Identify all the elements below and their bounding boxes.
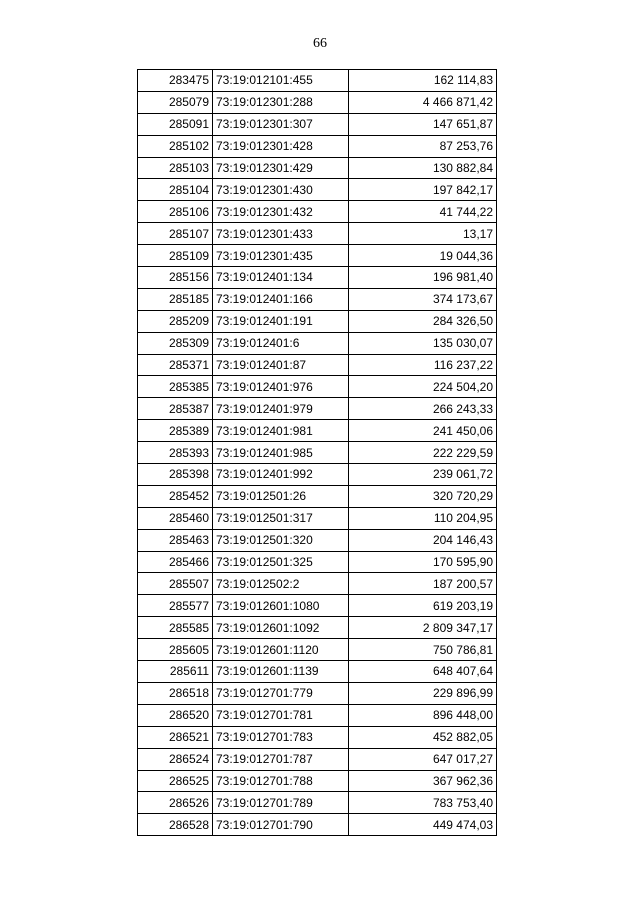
table-row <box>138 464 497 486</box>
cadastral-number-cell: 73:19:012701:783 <box>213 726 349 748</box>
row-number-cell: 286525 <box>138 770 213 792</box>
table-row <box>138 507 497 529</box>
table-row <box>138 179 497 201</box>
value-cell: 170 595,90 <box>349 551 497 573</box>
value-cell: 239 061,72 <box>349 464 497 486</box>
cadastral-number-cell: 73:19:012701:781 <box>213 704 349 726</box>
row-number-cell: 285109 <box>138 245 213 267</box>
table-row <box>138 485 497 507</box>
cadastral-number-cell: 73:19:012601:1092 <box>213 617 349 639</box>
table-row <box>138 529 497 551</box>
cadastral-number-cell: 73:19:012501:317 <box>213 507 349 529</box>
cadastral-number-cell: 73:19:012301:307 <box>213 113 349 135</box>
row-number-cell: 286526 <box>138 792 213 814</box>
cadastral-number-cell: 73:19:012601:1080 <box>213 595 349 617</box>
cadastral-number-cell: 73:19:012501:320 <box>213 529 349 551</box>
table-row <box>138 157 497 179</box>
table-row <box>138 310 497 332</box>
cadastral-number-cell: 73:19:012401:166 <box>213 288 349 310</box>
value-cell: 374 173,67 <box>349 288 497 310</box>
table-body <box>138 70 497 836</box>
row-number-cell: 285585 <box>138 617 213 639</box>
row-number-cell: 285507 <box>138 573 213 595</box>
table-row <box>138 770 497 792</box>
value-cell: 87 253,76 <box>349 135 497 157</box>
table-row <box>138 332 497 354</box>
row-number-cell: 285309 <box>138 332 213 354</box>
value-cell: 229 896,99 <box>349 682 497 704</box>
row-number-cell: 285463 <box>138 529 213 551</box>
row-number-cell: 285102 <box>138 135 213 157</box>
table-row <box>138 245 497 267</box>
row-number-cell: 285385 <box>138 376 213 398</box>
row-number-cell: 285611 <box>138 661 213 683</box>
row-number-cell: 286528 <box>138 814 213 836</box>
table-row <box>138 573 497 595</box>
row-number-cell: 285605 <box>138 639 213 661</box>
value-cell: 320 720,29 <box>349 485 497 507</box>
table-row <box>138 792 497 814</box>
table-row <box>138 617 497 639</box>
value-cell: 896 448,00 <box>349 704 497 726</box>
value-cell: 110 204,95 <box>349 507 497 529</box>
table-row <box>138 223 497 245</box>
row-number-cell: 285387 <box>138 398 213 420</box>
cadastral-number-cell: 73:19:012701:789 <box>213 792 349 814</box>
value-cell: 241 450,06 <box>349 420 497 442</box>
cadastral-number-cell: 73:19:012401:992 <box>213 464 349 486</box>
table-row <box>138 267 497 289</box>
value-cell: 204 146,43 <box>349 529 497 551</box>
table-row <box>138 661 497 683</box>
value-cell: 116 237,22 <box>349 354 497 376</box>
value-cell: 135 030,07 <box>349 332 497 354</box>
table-row <box>138 595 497 617</box>
table-row <box>138 91 497 113</box>
table-row <box>138 442 497 464</box>
value-cell: 147 651,87 <box>349 113 497 135</box>
table-row <box>138 113 497 135</box>
value-cell: 783 753,40 <box>349 792 497 814</box>
cadastral-number-cell: 73:19:012301:430 <box>213 179 349 201</box>
cadastral-number-cell: 73:19:012601:1120 <box>213 639 349 661</box>
value-cell: 750 786,81 <box>349 639 497 661</box>
value-cell: 452 882,05 <box>349 726 497 748</box>
row-number-cell: 285398 <box>138 464 213 486</box>
row-number-cell: 286520 <box>138 704 213 726</box>
value-cell: 41 744,22 <box>349 201 497 223</box>
table-row <box>138 814 497 836</box>
value-cell: 2 809 347,17 <box>349 617 497 639</box>
table-row <box>138 201 497 223</box>
cadastral-number-cell: 73:19:012301:429 <box>213 157 349 179</box>
row-number-cell: 285466 <box>138 551 213 573</box>
row-number-cell: 286521 <box>138 726 213 748</box>
table-row <box>138 398 497 420</box>
row-number-cell: 285103 <box>138 157 213 179</box>
cadastral-number-cell: 73:19:012501:26 <box>213 485 349 507</box>
value-cell: 187 200,57 <box>349 573 497 595</box>
value-cell: 13,17 <box>349 223 497 245</box>
row-number-cell: 285393 <box>138 442 213 464</box>
value-cell: 266 243,33 <box>349 398 497 420</box>
table-row <box>138 639 497 661</box>
cadastral-number-cell: 73:19:012301:432 <box>213 201 349 223</box>
value-cell: 224 504,20 <box>349 376 497 398</box>
row-number-cell: 286518 <box>138 682 213 704</box>
cadastral-number-cell: 73:19:012301:428 <box>213 135 349 157</box>
row-number-cell: 285460 <box>138 507 213 529</box>
cadastral-number-cell: 73:19:012502:2 <box>213 573 349 595</box>
value-cell: 284 326,50 <box>349 310 497 332</box>
row-number-cell: 286524 <box>138 748 213 770</box>
cadastral-number-cell: 73:19:012301:288 <box>213 91 349 113</box>
cadastral-number-cell: 73:19:012701:790 <box>213 814 349 836</box>
value-cell: 19 044,36 <box>349 245 497 267</box>
value-cell: 197 842,17 <box>349 179 497 201</box>
cadastral-number-cell: 73:19:012301:435 <box>213 245 349 267</box>
table-row <box>138 70 497 92</box>
cadastral-number-cell: 73:19:012401:191 <box>213 310 349 332</box>
cadastral-number-cell: 73:19:012301:433 <box>213 223 349 245</box>
table-row <box>138 420 497 442</box>
row-number-cell: 285209 <box>138 310 213 332</box>
row-number-cell: 285389 <box>138 420 213 442</box>
cadastral-number-cell: 73:19:012701:788 <box>213 770 349 792</box>
cadastral-number-cell: 73:19:012501:325 <box>213 551 349 573</box>
row-number-cell: 285577 <box>138 595 213 617</box>
cadastral-number-cell: 73:19:012401:6 <box>213 332 349 354</box>
table-row <box>138 551 497 573</box>
table-row <box>138 704 497 726</box>
table-row <box>138 135 497 157</box>
row-number-cell: 285452 <box>138 485 213 507</box>
cadastral-value-table <box>137 69 497 836</box>
row-number-cell: 285156 <box>138 267 213 289</box>
cadastral-number-cell: 73:19:012601:1139 <box>213 661 349 683</box>
value-cell: 648 407,64 <box>349 661 497 683</box>
row-number-cell: 285107 <box>138 223 213 245</box>
cadastral-number-cell: 73:19:012401:979 <box>213 398 349 420</box>
row-number-cell: 285079 <box>138 91 213 113</box>
row-number-cell: 285185 <box>138 288 213 310</box>
table-row <box>138 748 497 770</box>
cadastral-number-cell: 73:19:012101:455 <box>213 70 349 92</box>
value-cell: 449 474,03 <box>349 814 497 836</box>
table-row <box>138 682 497 704</box>
row-number-cell: 285106 <box>138 201 213 223</box>
page-number: 66 <box>313 36 327 51</box>
cadastral-number-cell: 73:19:012401:985 <box>213 442 349 464</box>
cadastral-number-cell: 73:19:012701:779 <box>213 682 349 704</box>
value-cell: 130 882,84 <box>349 157 497 179</box>
cadastral-number-cell: 73:19:012401:981 <box>213 420 349 442</box>
cadastral-number-cell: 73:19:012401:134 <box>213 267 349 289</box>
table-row <box>138 288 497 310</box>
cadastral-number-cell: 73:19:012401:976 <box>213 376 349 398</box>
row-number-cell: 285104 <box>138 179 213 201</box>
row-number-cell: 285091 <box>138 113 213 135</box>
table-row <box>138 376 497 398</box>
table-row <box>138 354 497 376</box>
row-number-cell: 285371 <box>138 354 213 376</box>
value-cell: 367 962,36 <box>349 770 497 792</box>
value-cell: 647 017,27 <box>349 748 497 770</box>
cadastral-number-cell: 73:19:012701:787 <box>213 748 349 770</box>
value-cell: 162 114,83 <box>349 70 497 92</box>
value-cell: 619 203,19 <box>349 595 497 617</box>
value-cell: 222 229,59 <box>349 442 497 464</box>
row-number-cell: 283475 <box>138 70 213 92</box>
value-cell: 196 981,40 <box>349 267 497 289</box>
cadastral-number-cell: 73:19:012401:87 <box>213 354 349 376</box>
value-cell: 4 466 871,42 <box>349 91 497 113</box>
table-row <box>138 726 497 748</box>
